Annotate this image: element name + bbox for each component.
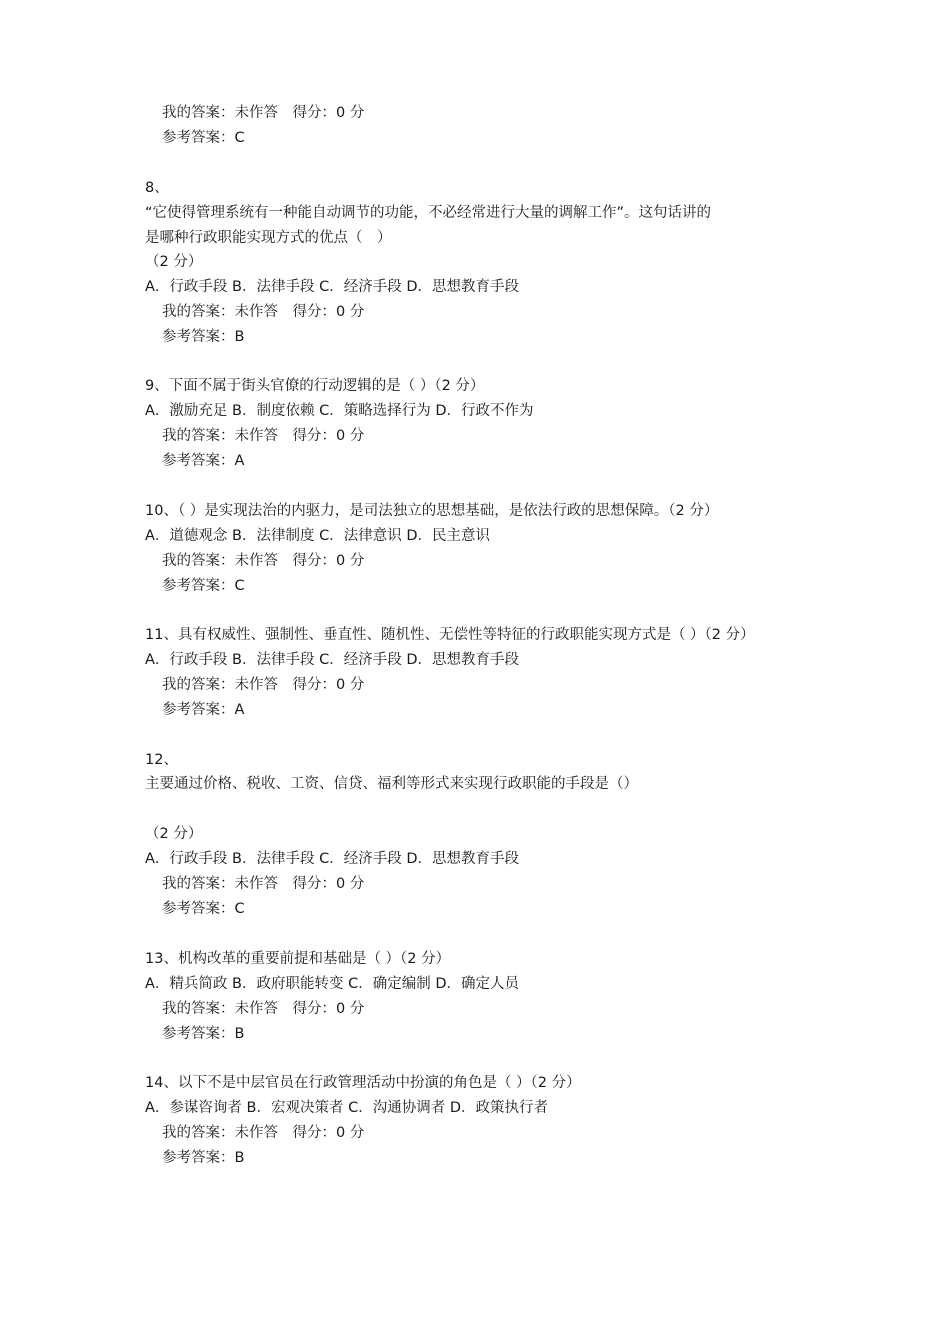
question-number: 12、 (145, 752, 178, 768)
question-score: （2 分） (145, 826, 203, 842)
reference-answer-line: 参考答案：A (162, 453, 245, 469)
my-answer-line: 我的答案：未作答 得分：0 分 (162, 677, 365, 693)
my-answer-line: 我的答案：未作答 得分：0 分 (162, 428, 365, 444)
question-text: 13、机构改革的重要前提和基础是（ ）（2 分） (145, 951, 451, 967)
my-answer-line: 我的答案：未作答 得分：0 分 (162, 1001, 365, 1017)
reference-answer-line: 参考答案：C (162, 578, 245, 594)
my-answer-line: 我的答案：未作答 得分：0 分 (162, 304, 365, 320)
question-options: A．道德观念 B．法律制度 C．法律意识 D．民主意识 (145, 528, 490, 544)
question-text: “它使得管理系统有一种能自动调节的功能，不必经常进行大量的调解工作”。这句话讲的 (145, 205, 712, 221)
reference-answer-line: 参考答案：A (162, 702, 245, 718)
question-text: 14、以下不是中层官员在行政管理活动中扮演的角色是（ ）（2 分） (145, 1075, 581, 1091)
question-options: A．参谋咨询者 B．宏观决策者 C．沟通协调者 D．政策执行者 (145, 1100, 548, 1116)
question-number: 8、 (145, 180, 169, 196)
reference-answer-line: 参考答案：C (162, 901, 245, 917)
reference-answer-line: 参考答案：C (162, 130, 245, 146)
question-options: A．行政手段 B．法律手段 C．经济手段 D．思想教育手段 (145, 652, 519, 668)
question-text-continued: 是哪种行政职能实现方式的优点（ ） (145, 230, 392, 246)
question-options: A．精兵简政 B．政府职能转变 C．确定编制 D．确定人员 (145, 976, 519, 992)
my-answer-line: 我的答案：未作答 得分：0 分 (162, 1125, 365, 1141)
question-score: （2 分） (145, 254, 203, 270)
question-options: A．行政手段 B．法律手段 C．经济手段 D．思想教育手段 (145, 279, 519, 295)
reference-answer-line: 参考答案：B (162, 1026, 245, 1042)
question-text: 9、下面不属于街头官僚的行动逻辑的是（ ）（2 分） (145, 378, 485, 394)
reference-answer-line: 参考答案：B (162, 329, 245, 345)
question-options: A．行政手段 B．法律手段 C．经济手段 D．思想教育手段 (145, 851, 519, 867)
my-answer-line: 我的答案：未作答 得分：0 分 (162, 553, 365, 569)
question-text: 10、（ ）是实现法治的内驱力，是司法独立的思想基础，是依法行政的思想保障。（2 分） (145, 503, 719, 519)
reference-answer-line: 参考答案：B (162, 1150, 245, 1166)
question-text: 11、具有权威性、强制性、垂直性、随机性、无偿性等特征的行政职能实现方式是（ ）（2 分） (145, 627, 755, 643)
question-text: 主要通过价格、税收、工资、信贷、福利等形式来实现行政职能的手段是（） (145, 776, 638, 792)
my-answer-line: 我的答案：未作答 得分：0 分 (162, 105, 365, 121)
my-answer-line: 我的答案：未作答 得分：0 分 (162, 876, 365, 892)
question-options: A．激励充足 B．制度依赖 C．策略选择行为 D．行政不作为 (145, 403, 534, 419)
